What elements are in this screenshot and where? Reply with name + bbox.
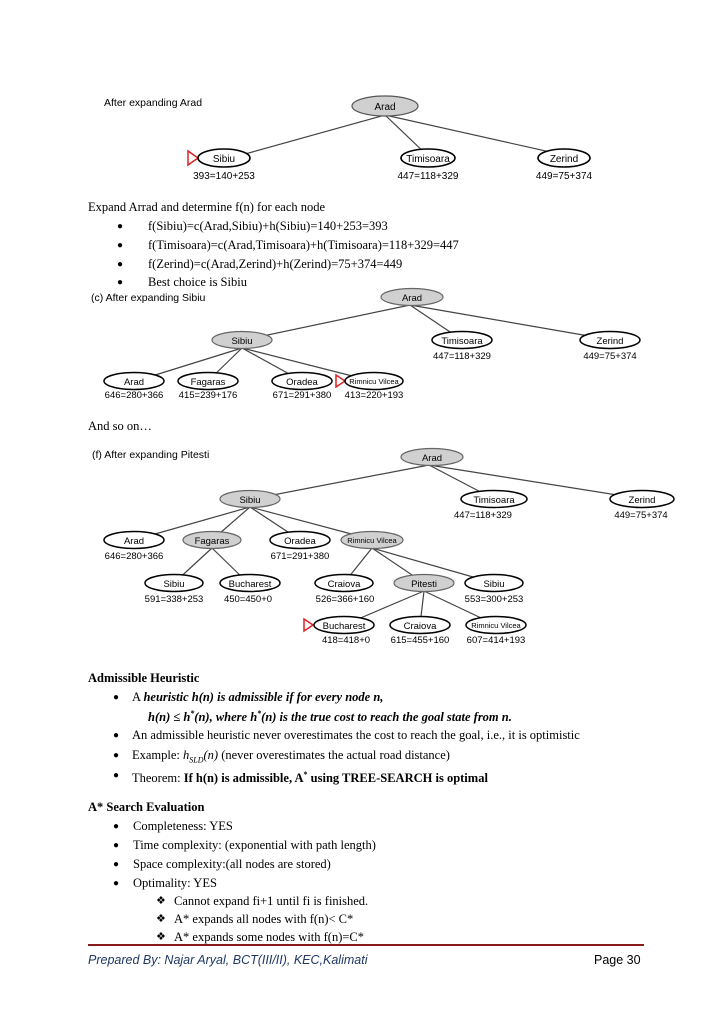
bullet-icon: ● [113, 770, 120, 781]
admissible-heading: Admissible Heuristic [88, 671, 200, 685]
node-zerind-value: 449=75+374 [535, 171, 593, 182]
node-craiova-l4-label: Craiova [403, 621, 437, 632]
node-arad-child-label: Arad [123, 377, 145, 388]
figure-2-title: (c) After expanding Sibiu [91, 292, 206, 304]
node-timisoara-label: Timisoara [441, 336, 483, 347]
figure-1-title: After expanding Arad [104, 97, 203, 109]
node-timisoara-label: Timisoara [473, 495, 515, 506]
diamond-bullet-icon: ❖ [156, 931, 166, 943]
bullet-f-sibiu: f(Sibiu)=c(Arad,Sibiu)+h(Sibiu)=140+253=393 [148, 219, 388, 233]
diamond-bullet-icon: ❖ [156, 895, 166, 907]
bullet-icon: ● [117, 221, 124, 232]
node-oradea-value: 671=291+380 [270, 551, 330, 562]
eval-space: Space complexity:(all nodes are stored) [133, 857, 331, 871]
node-fagaras-label: Fagaras [194, 536, 230, 547]
bullet-best-choice: Best choice is Sibiu [148, 275, 247, 289]
node-sibiu-l3b-value: 553=300+253 [464, 594, 524, 605]
diamond-bullet-icon: ❖ [156, 913, 166, 925]
bullet-icon: ● [113, 750, 120, 761]
admissible-theorem: Theorem: If h(n) is admissible, A* using TREE-SEARCH is optimal [132, 770, 488, 786]
node-bucharest-l3-label: Bucharest [228, 579, 272, 590]
node-bucharest-goal-label: Bucharest [322, 621, 366, 632]
node-arad-child-value: 646=280+366 [104, 551, 164, 562]
eval-optimality: Optimality: YES [133, 876, 217, 890]
node-sibiu-label: Sibiu [239, 495, 261, 506]
bullet-f-zerind: f(Zerind)=c(Arad,Zerind)+h(Zerind)=75+374=449 [148, 257, 403, 271]
footer-page-number: Page 30 [594, 953, 641, 967]
tree-figure-3 [88, 441, 683, 646]
node-timisoara-value: 447=118+329 [397, 171, 459, 182]
tree-figure-1 [90, 88, 650, 188]
node-oradea-value: 671=291+380 [272, 390, 332, 401]
node-timisoara-value: 447=118+329 [433, 351, 491, 362]
node-zerind-label: Zerind [596, 336, 624, 347]
eval-sub-1: Cannot expand fi+1 until fi is finished. [174, 894, 369, 908]
node-sibiu-l3-label: Sibiu [163, 579, 185, 590]
node-fagaras-label: Fagaras [190, 377, 226, 388]
node-sibiu-l3-value: 591=338+253 [144, 594, 204, 605]
node-rimnicu-label: Rimnicu Vilcea [347, 536, 397, 545]
bullet-icon: ● [117, 259, 124, 270]
node-arad-child-value: 646=280+366 [104, 390, 164, 401]
node-rimnicu-l4-value: 607=414+193 [466, 635, 526, 646]
bullet-icon: ● [113, 821, 120, 832]
node-craiova-l3-label: Craiova [327, 579, 361, 590]
node-sibiu-label: Sibiu [231, 336, 253, 347]
admissible-optimistic: An admissible heuristic never overestimates the cost to reach the goal, i.e., it is optimistic [132, 728, 580, 742]
bullet-f-timisoara: f(Timisoara)=c(Arad,Timisoara)+h(Timisoara)=118+329=447 [148, 238, 459, 252]
bullet-icon: ● [117, 277, 124, 288]
node-rimnicu-value: 413=220+193 [344, 390, 404, 401]
node-sibiu-value: 393=140+253 [193, 171, 255, 182]
eval-completeness: Completeness: YES [133, 819, 233, 833]
bullet-icon: ● [113, 859, 120, 870]
evaluation-heading: A* Search Evaluation [88, 800, 205, 814]
node-bucharest-goal-value: 418=418+0 [321, 635, 371, 646]
admissible-definition: A heuristic h(n) is admissible if for every node n, [132, 690, 384, 704]
bullet-icon: ● [117, 240, 124, 251]
node-arad-label: Arad [401, 293, 423, 304]
node-zerind-label: Zerind [628, 495, 656, 506]
and-so-on: And so on… [88, 419, 152, 433]
node-sibiu-l3b-label: Sibiu [483, 579, 505, 590]
footer-author: Prepared By: Najar Aryal, BCT(III/II), KEC,Kalimati [88, 953, 368, 967]
triangle-marker-icon [336, 375, 345, 387]
node-zerind-value: 449=75+374 [614, 510, 668, 521]
node-arad-label: Arad [374, 102, 396, 113]
node-oradea-label: Oradea [284, 536, 316, 547]
bullet-icon: ● [113, 878, 120, 889]
footer-divider [88, 944, 644, 946]
eval-time: Time complexity: (exponential with path length) [133, 838, 376, 852]
triangle-marker-icon [304, 619, 313, 631]
admissible-example: Example: $h_{SLD}(n)$ (never overestimates the actual road distance) [132, 748, 450, 765]
triangle-marker-icon [188, 151, 198, 165]
eval-sub-2: A* expands all nodes with f(n)< C* [174, 912, 354, 926]
bullet-icon: ● [113, 692, 120, 703]
eval-sub-3: A* expands some nodes with f(n)=C* [174, 930, 365, 944]
node-arad-label: Arad [421, 453, 443, 464]
node-craiova-l4-value: 615=455+160 [390, 635, 450, 646]
admissible-formula: h(n) ≤ h*(n), where h*(n) is the true cost to reach the goal state from n. [148, 709, 512, 725]
node-bucharest-l3-value: 450=450+0 [223, 594, 273, 605]
node-rimnicu-l4-label: Rimnicu Vilcea [471, 621, 521, 630]
figure-3-title: (f) After expanding Pitesti [92, 449, 210, 461]
node-zerind-label: Zerind [549, 154, 579, 165]
node-zerind-value: 449=75+374 [583, 351, 637, 362]
tree-figure-2 [88, 284, 678, 404]
bullet-icon: ● [113, 730, 120, 741]
node-oradea-label: Oradea [286, 377, 318, 388]
node-sibiu-label: Sibiu [212, 154, 236, 165]
node-rimnicu-label: Rimnicu Vilcea [349, 377, 399, 386]
node-fagaras-value: 415=239+176 [178, 390, 238, 401]
node-timisoara-label: Timisoara [406, 154, 450, 165]
node-arad-child-label: Arad [123, 536, 145, 547]
node-timisoara-value: 447=118+329 [454, 510, 512, 521]
node-craiova-l3-value: 526=366+160 [315, 594, 375, 605]
bullet-icon: ● [113, 840, 120, 851]
intro-line: Expand Arrad and determine f(n) for each node [88, 200, 326, 214]
node-pitesti-label: Pitesti [411, 579, 437, 590]
